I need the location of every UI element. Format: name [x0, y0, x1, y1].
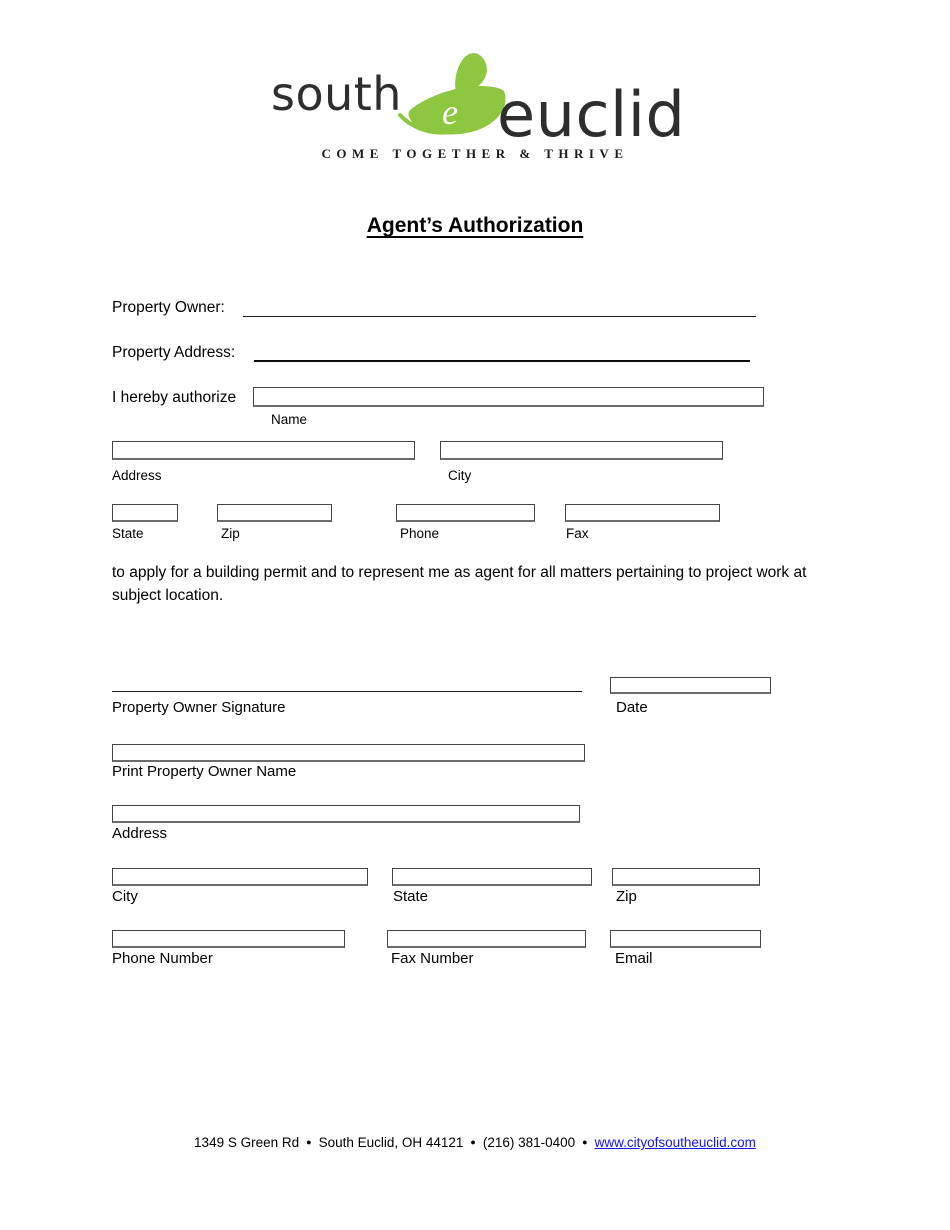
- agent-name-input[interactable]: [253, 387, 764, 407]
- owner-phone-input[interactable]: [112, 930, 345, 948]
- print-owner-name-label: Print Property Owner Name: [112, 763, 297, 780]
- footer-street-address: 1349 S Green Rd: [194, 1135, 300, 1150]
- agent-fax-caption: Fax: [566, 526, 589, 541]
- footer-bullet: ●: [306, 1137, 312, 1147]
- date-input[interactable]: [610, 677, 771, 694]
- owner-city-input[interactable]: [112, 868, 368, 886]
- property-owner-label: Property Owner:: [112, 299, 225, 316]
- footer-bullet: ●: [582, 1137, 588, 1147]
- property-address-label: Property Address:: [112, 344, 236, 361]
- footer: [0, 1135, 950, 1150]
- logo-word-south: south: [271, 67, 402, 121]
- agent-phone-caption: Phone: [400, 526, 440, 541]
- footer-city-state-zip: South Euclid, OH 44121: [318, 1135, 464, 1150]
- logo-tagline: COME TOGETHER & THRIVE: [321, 146, 629, 161]
- footer-website-link[interactable]: www.cityofsoutheuclid.com: [594, 1135, 756, 1150]
- agent-zip-caption: Zip: [221, 526, 240, 541]
- agent-address-input[interactable]: [112, 441, 415, 460]
- footer-bullet: ●: [470, 1137, 476, 1147]
- owner-state-label: State: [393, 888, 429, 905]
- agent-city-input[interactable]: [440, 441, 723, 460]
- authorize-label: I hereby authorize: [112, 389, 237, 406]
- owner-email-input[interactable]: [610, 930, 761, 948]
- print-owner-name-input[interactable]: [112, 744, 585, 762]
- owner-email-label: Email: [615, 950, 653, 967]
- page-title: Agent’s Authorization: [366, 214, 584, 237]
- agent-name-caption: Name: [271, 412, 308, 427]
- owner-signature-line: [112, 672, 582, 692]
- agent-fax-input[interactable]: [565, 504, 720, 522]
- owner-fax-label: Fax Number: [391, 950, 474, 967]
- footer-phone: (216) 381-0400: [482, 1135, 576, 1150]
- owner-address-label: Address: [112, 825, 168, 842]
- owner-city-label: City: [112, 888, 138, 905]
- agent-phone-input[interactable]: [396, 504, 535, 522]
- owner-zip-label: Zip: [616, 888, 637, 905]
- owner-zip-input[interactable]: [612, 868, 760, 886]
- owner-fax-input[interactable]: [387, 930, 586, 948]
- agent-state-input[interactable]: [112, 504, 178, 522]
- owner-state-input[interactable]: [392, 868, 592, 886]
- property-address-line: [254, 345, 750, 362]
- property-owner-line: [243, 300, 756, 317]
- owner-signature-label: Property Owner Signature: [112, 699, 286, 716]
- owner-address-input[interactable]: [112, 805, 580, 823]
- logo-word-euclid: euclid: [497, 78, 686, 151]
- agent-zip-input[interactable]: [217, 504, 332, 522]
- svg-text:e: e: [442, 92, 458, 132]
- authorization-statement: to apply for a building permit and to represent me as agent for all matters pertaining to project work at subject location.: [112, 564, 807, 604]
- owner-phone-label: Phone Number: [112, 950, 213, 967]
- agent-address-caption: Address: [112, 468, 162, 483]
- date-label: Date: [616, 699, 648, 716]
- agent-city-caption: City: [448, 468, 472, 483]
- agent-state-caption: State: [112, 526, 144, 541]
